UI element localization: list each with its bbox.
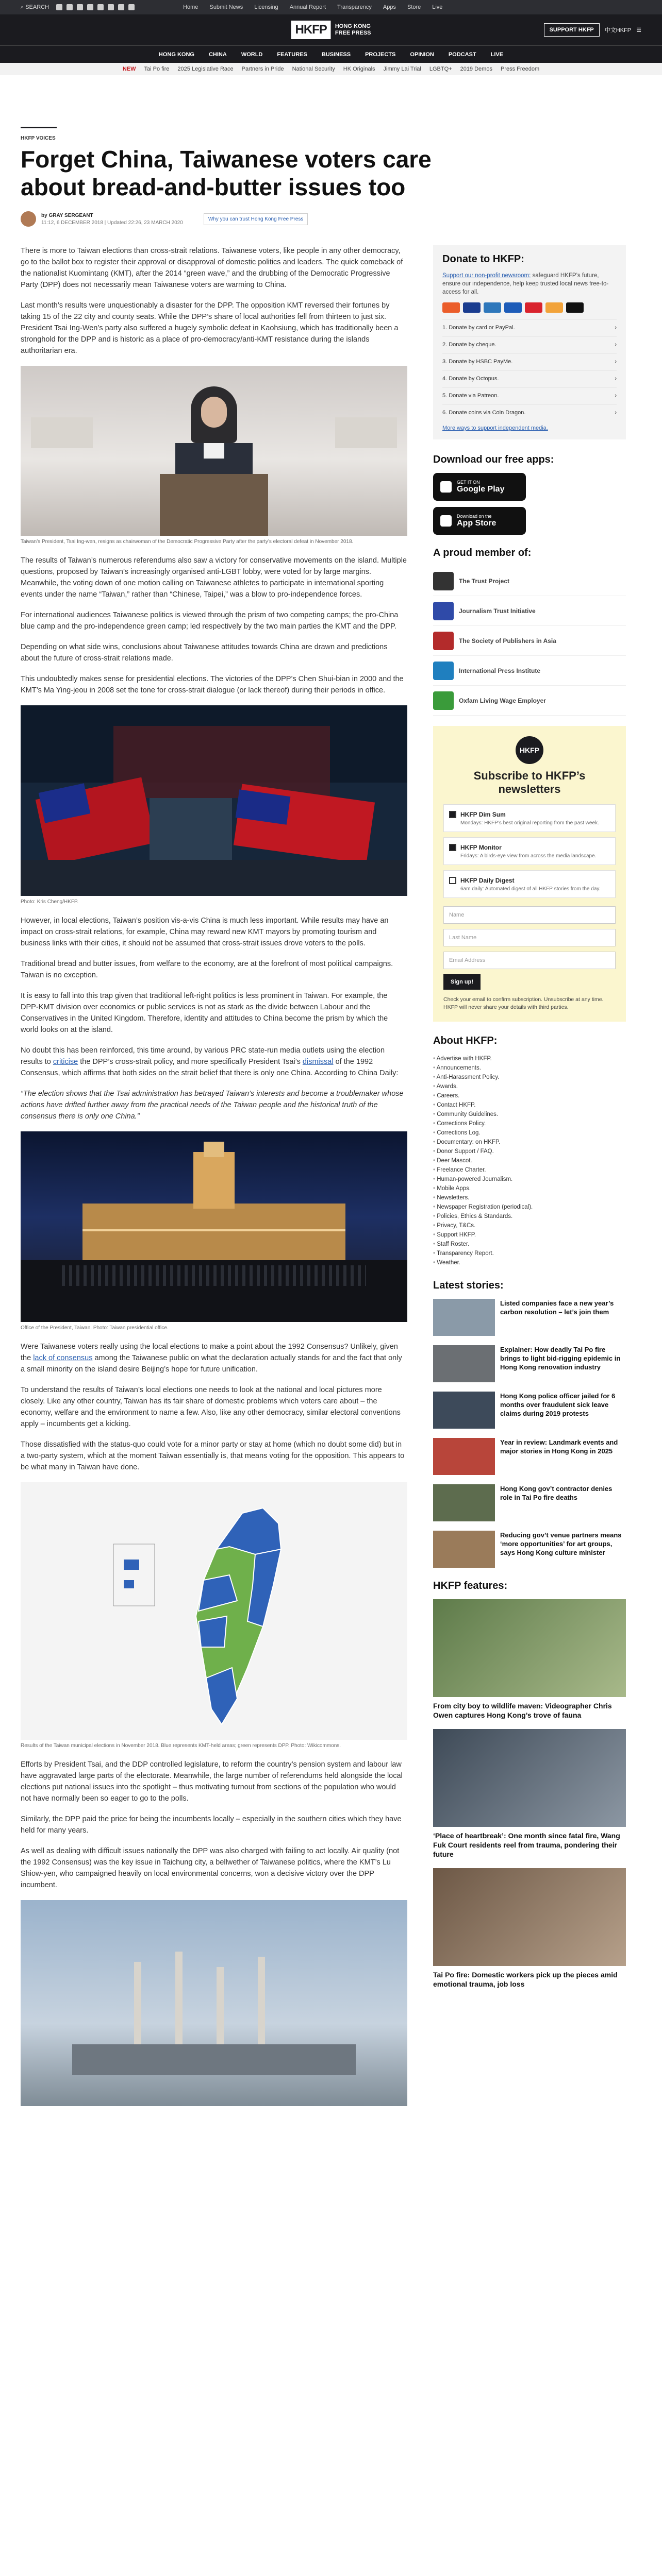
logo-line-2: FREE PRESS xyxy=(335,30,371,36)
menu-icon[interactable]: ☰ xyxy=(636,27,641,33)
nav-live[interactable]: LIVE xyxy=(490,51,504,58)
story-thumbnail xyxy=(433,1531,495,1568)
trending-item[interactable]: Tai Po fire xyxy=(144,66,170,72)
newsletter-name: HKFP Daily Digest xyxy=(460,877,515,884)
page-wrapper xyxy=(21,127,641,2116)
criticise-link[interactable]: criticise xyxy=(53,1058,78,1066)
byline xyxy=(21,211,641,227)
paragraph: Those dissatisfied with the status-quo could vote for a minor party or stay at home (which no doubt some did) but in a two-party system, which at the moment Taiwan essentially is, that means voting for the opposition. This appears to be what many in Taiwan have done. xyxy=(21,1440,405,1471)
trending-item[interactable]: LGBTQ+ xyxy=(429,66,452,72)
story-thumbnail xyxy=(433,1345,495,1382)
latest-story[interactable] xyxy=(433,1392,626,1429)
photo-flags-crowd xyxy=(21,705,407,896)
story-title: Hong Kong police officer jailed for 6 months over fraudulent sick leave claims during 2019 protests xyxy=(500,1392,616,1417)
photo-power-plant xyxy=(21,1900,407,2106)
paragraph: The results of Taiwan’s numerous referendums also saw a victory for conservative movements on the island. Multiple questions, proposed by Taiwan’s increasingly organised anti-LGBT lobby, were voted for by large margins. Meanwhile, the voting down of one motion calling on Taiwanese athletes to participate in international sporting events under the name “Taiwan,” rather than “Chinese, Taipei,” was a blow to pro-independence forces. xyxy=(21,556,407,599)
apps-title: Download our free apps: xyxy=(433,454,554,465)
top-bar xyxy=(0,0,662,14)
about-link[interactable]: • Transparency Report. xyxy=(433,1249,626,1258)
visa-icon xyxy=(463,302,481,313)
member-oxfam[interactable] xyxy=(433,686,626,716)
checkbox-checked[interactable] xyxy=(449,811,456,818)
paragraph: This undoubtedly makes sense for presidential elections. The victories of the DPP’s Chen Shui-bian in 2000 and the KMT’s Ma Ying-jeou in 2008 set the tone for cross-strait dialogue (or lack thereof) during their periods in office. xyxy=(21,675,404,694)
chevron-right-icon: › xyxy=(615,325,617,331)
linkedin-icon[interactable] xyxy=(118,4,124,10)
about-link[interactable]: • Community Guidelines. xyxy=(433,1110,626,1119)
rss-icon[interactable] xyxy=(128,4,135,10)
nav-business[interactable]: BUSINESS xyxy=(321,51,351,58)
about-link[interactable]: • Freelance Charter. xyxy=(433,1165,626,1175)
about-link[interactable]: • Donor Support / FAQ. xyxy=(433,1147,626,1156)
logo-line-1: HONG KONG xyxy=(335,23,371,29)
whatsapp-icon[interactable] xyxy=(108,4,114,10)
text-span: Were Taiwanese voters really using the local elections to make a point about the 1992 Consensus? Unlikely, given the xyxy=(21,1343,398,1362)
google-play-icon xyxy=(440,481,452,493)
octopus-icon xyxy=(545,302,563,313)
dismissal-link[interactable]: dismissal xyxy=(302,1058,334,1066)
logo-mark: HKFP xyxy=(291,21,330,39)
feature-story[interactable] xyxy=(433,1599,626,1720)
photo-tsai-podium xyxy=(21,366,407,536)
email-input[interactable]: Email Address xyxy=(443,952,616,969)
paragraph: For international audiences Taiwanese politics is viewed through the prism of two competing camps; the pro-China blue camp and the pro-independence green camp; led respectively by the two main parties the KMT and the DPP. xyxy=(21,611,399,631)
store-small: GET IT ON xyxy=(457,480,480,485)
about-link[interactable]: • Policies, Ethics & Standards. xyxy=(433,1212,626,1221)
main-nav xyxy=(0,45,662,63)
trending-item[interactable]: 2019 Demos xyxy=(460,66,492,72)
checkbox-unchecked[interactable] xyxy=(449,877,456,884)
payment-icons xyxy=(442,302,617,313)
donate-option-label: 3. Donate by HSBC PayMe. xyxy=(442,359,513,365)
donate-blurb-text: safeguard HKFP’s future, ensure our independence, help keep trusted local news free-to-access for all. xyxy=(442,273,609,295)
text-span: the DPP’s cross-strait policy, and more specifically President Tsai’s xyxy=(78,1058,303,1066)
about-title: About HKFP: xyxy=(433,1035,498,1046)
donate-option-label: 1. Donate by card or PayPal. xyxy=(442,325,515,331)
about-link[interactable]: • Human-powered Journalism. xyxy=(433,1175,626,1184)
app-store-text xyxy=(457,514,496,528)
nav-world[interactable]: WORLD xyxy=(241,51,263,58)
trending-item[interactable]: Press Freedom xyxy=(500,66,540,72)
figure-election-map xyxy=(21,1482,407,1749)
story-thumbnail xyxy=(433,1392,495,1429)
paragraph xyxy=(21,1341,407,1375)
updated-text: Updated 22:26, 23 MARCH 2020 xyxy=(107,219,183,226)
paragraph: There is more to Taiwan elections than cross-strait relations. Taiwanese voters, like people in any other democracy, go to the ballot box to register their approval or disapproval of domestic politics and leaders. The quick comeback of the nationalist Kuomintang (KMT), after the 2014 “green wave,” and the drubbing of the Democratic Progressive Party (DPP) does not necessarily mean Taiwanese voters are warming to China. xyxy=(21,247,403,289)
latest-story[interactable] xyxy=(433,1531,626,1568)
author-name[interactable]: by GRAY SERGEANT xyxy=(41,212,93,218)
member-trust-project[interactable] xyxy=(433,566,626,596)
figure-flags-crowd xyxy=(21,705,407,905)
amex-icon xyxy=(484,302,501,313)
site-logo[interactable] xyxy=(291,21,371,39)
donate-option[interactable] xyxy=(442,387,617,404)
about-link[interactable]: • Announcements. xyxy=(433,1063,626,1073)
donate-option[interactable] xyxy=(442,404,617,421)
kicker-rule xyxy=(21,127,57,128)
nav-features[interactable]: FEATURES xyxy=(277,51,307,58)
newsletter-box xyxy=(433,726,626,1022)
feature-image xyxy=(433,1599,626,1697)
nav-projects[interactable]: PROJECTS xyxy=(365,51,396,58)
trending-item[interactable]: Jimmy Lai Trial xyxy=(383,66,421,72)
donate-blurb xyxy=(442,272,617,296)
member-name: International Press Institute xyxy=(459,667,541,674)
about-link[interactable]: • Deer Mascot. xyxy=(433,1156,626,1165)
donate-option[interactable] xyxy=(442,319,617,336)
apple-icon xyxy=(440,515,452,527)
paragraph: It is easy to fall into this trap given that traditional left-right politics is less prominent in Taiwan. For example, the DPP-KMT division over economics or public services is not as stark as the divide between Labour and the Conservatives in the United Kingdom. Therefore, identity and attitudes to China become the prism by which the world looks on at the island. xyxy=(21,992,388,1034)
donate-title: Donate to HKFP: xyxy=(442,253,524,265)
util-link-apps[interactable]: Apps xyxy=(383,4,396,10)
masthead xyxy=(0,14,662,45)
signup-button[interactable]: Sign up! xyxy=(443,974,481,990)
paragraph: As well as dealing with difficult issues nationally the DPP was also charged with failing to act locally. Air quality (not the 1992 Consensus) was the key issue in Taichung city, a bellwether of Taiwanese politics, where the KMT’s Lu Shiow-yen, who campaigned heavily on local environmental concerns, won a decisive victory over the DPP incumbent. xyxy=(21,1847,400,1889)
paragraph: To understand the results of Taiwan’s local elections one needs to look at the national and local pictures more closely. Like any other country, Taiwan has its fair share of domestic problems which voters care about – the economy, welfare and the environment to name a few. Also, like any other democracy, similar electoral conventions apply – incumbents get a kicking. xyxy=(21,1386,401,1428)
photo-presidential-office xyxy=(21,1131,407,1322)
chevron-right-icon: › xyxy=(615,359,617,365)
about-link[interactable]: • Awards. xyxy=(433,1082,626,1091)
member-name: Journalism Trust Initiative xyxy=(459,607,536,615)
figure-power-plant xyxy=(21,1900,407,2106)
about-link[interactable]: • Contact HKFP. xyxy=(433,1100,626,1110)
latest-story[interactable] xyxy=(433,1299,626,1336)
sidebar xyxy=(433,245,626,2116)
newsletter-name: HKFP Dim Sum xyxy=(460,811,506,818)
latest-title: Latest stories: xyxy=(433,1280,504,1291)
donate-option[interactable] xyxy=(442,370,617,387)
story-title: Hong Kong gov’t contractor denies role in Tai Po fire deaths xyxy=(500,1485,613,1501)
about-link[interactable]: • Newspaper Registration (periodical). xyxy=(433,1202,626,1212)
story-thumbnail xyxy=(433,1438,495,1475)
about-link[interactable]: • Support HKFP. xyxy=(433,1230,626,1240)
member-title: A proud member of: xyxy=(433,547,532,558)
search-label: SEARCH xyxy=(25,4,49,10)
feature-title: ‘Place of heartbreak’: One month since fatal fire, Wang Fuk Court residents reel from trauma, pondering their future xyxy=(433,1832,620,1858)
donate-option[interactable] xyxy=(442,353,617,370)
social-links xyxy=(56,4,135,10)
utility-links xyxy=(183,4,442,10)
paragraph: Depending on what side wins, conclusions about Taiwanese attitudes towards China are drawn and predictions about the future of cross-strait relations made. xyxy=(21,643,388,663)
article-body xyxy=(21,245,407,2116)
app-store-button[interactable] xyxy=(433,507,526,535)
nav-china[interactable]: CHINA xyxy=(208,51,227,58)
about-link[interactable]: • Mobile Apps. xyxy=(433,1184,626,1193)
story-title: Reducing gov’t venue partners means ‘more opportunities’ for art groups, says Hong Kong culture minister xyxy=(500,1531,622,1556)
member-ipi[interactable] xyxy=(433,656,626,686)
checkbox-checked[interactable] xyxy=(449,844,456,851)
chevron-right-icon: › xyxy=(615,393,617,399)
store-name: Google Play xyxy=(457,485,505,494)
chinese-site-link[interactable]: 中文HKFP xyxy=(604,27,632,33)
about-link[interactable]: • Careers. xyxy=(433,1091,626,1100)
article-kicker[interactable]: HKFP VOICES xyxy=(21,135,56,141)
trending-item[interactable]: HK Originals xyxy=(343,66,375,72)
donate-option-label: 6. Donate coins via Coin Dragon. xyxy=(442,410,526,416)
newsletter-desc: Fridays: A birds-eye view from across the media landscape. xyxy=(460,853,597,859)
payme-icon xyxy=(525,302,542,313)
newsletter-option-dimsum[interactable] xyxy=(443,804,616,832)
about-link[interactable]: • Staff Roster. xyxy=(433,1240,626,1249)
util-link-licensing[interactable]: Licensing xyxy=(254,4,278,10)
donate-options xyxy=(442,319,617,421)
threads-icon[interactable] xyxy=(87,4,93,10)
ipi-logo xyxy=(433,662,454,680)
trust-link[interactable]: Why you can trust Hong Kong Free Press xyxy=(204,213,308,225)
newsletter-desc: 6am daily: Automated digest of all HKFP stories from the day. xyxy=(460,886,601,892)
lack-of-consensus-link[interactable]: lack of consensus xyxy=(33,1354,93,1362)
about-link[interactable]: • Corrections Policy. xyxy=(433,1119,626,1128)
story-title: Listed companies face a new year’s carbon resolution – let’s join them xyxy=(500,1299,614,1316)
about-link[interactable]: • Advertise with HKFP. xyxy=(433,1054,626,1063)
nav-hong-kong[interactable]: HONG KONG xyxy=(158,51,194,58)
about-link[interactable]: • Newsletters. xyxy=(433,1193,626,1202)
trending-bar xyxy=(0,63,662,75)
name-input[interactable]: Name xyxy=(443,906,616,924)
date-text: 11:12, 6 DECEMBER 2018 xyxy=(41,219,103,226)
trending-item[interactable]: Partners in Pride xyxy=(241,66,284,72)
paragraph: Efforts by President Tsai, and the DDP controlled legislature, to reform the country’s pension system and labour law have aggravated large parts of the electorate. Meanwhile, the large number of referendums held alongside the local elections put national issues into the spotlight – thus motivating turnout from sections of the population who would not have normally been so eager to go to the polls. xyxy=(21,1760,403,1803)
util-link-annual-report[interactable]: Annual Report xyxy=(289,4,326,10)
nav-opinion[interactable]: OPINION xyxy=(410,51,434,58)
oxfam-logo xyxy=(433,691,454,710)
text-span: No doubt this has been reinforced, this time around, by various PRC state-run media outlets using the election results to xyxy=(21,1046,385,1066)
donate-box xyxy=(433,245,626,439)
donate-option[interactable] xyxy=(442,336,617,353)
google-play-text xyxy=(457,480,504,494)
feature-story[interactable] xyxy=(433,1729,626,1859)
util-link-home[interactable]: Home xyxy=(183,4,198,10)
member-name: The Trust Project xyxy=(459,577,510,585)
caption: Office of the President, Taiwan. Photo: Taiwan presidential office. xyxy=(21,1325,169,1331)
election-results-map xyxy=(21,1482,407,1740)
about-link[interactable]: • Documentary: on HKFP. xyxy=(433,1138,626,1147)
logo-text xyxy=(335,23,371,37)
member-jti[interactable] xyxy=(433,596,626,626)
util-link-store[interactable]: Store xyxy=(407,4,421,10)
newsletter-title: Subscribe to HKFP’s newsletters xyxy=(473,769,586,795)
newsletter-name: HKFP Monitor xyxy=(460,844,502,851)
feature-title: From city boy to wildlife maven: Videographer Chris Owen captures Hong Kong’s trove of fauna xyxy=(433,1702,612,1719)
jti-logo xyxy=(433,602,454,620)
feature-image xyxy=(433,1729,626,1827)
caption: Results of the Taiwan municipal elections in November 2018. Blue represents KMT-held areas; green represents DPP. Photo: Wikicommons. xyxy=(21,1743,341,1749)
figure-tsai-podium xyxy=(21,366,407,545)
donate-blurb-link[interactable]: Support our non-profit newsroom: xyxy=(442,273,531,279)
store-name: App Store xyxy=(457,519,496,528)
features-title: HKFP features: xyxy=(433,1580,508,1591)
about-link[interactable]: • Anti-Harassment Policy. xyxy=(433,1073,626,1082)
last-name-input[interactable]: Last Name xyxy=(443,929,616,946)
trending-item[interactable]: National Security xyxy=(292,66,335,72)
more-ways-link[interactable]: More ways to support independent media. xyxy=(442,425,548,431)
figure-presidential-office xyxy=(21,1131,407,1331)
chevron-right-icon: › xyxy=(615,410,617,416)
about-list xyxy=(433,1054,626,1267)
latest-story[interactable] xyxy=(433,1438,626,1475)
story-title: Explainer: How deadly Tai Po fire brings to light bid-rigging epidemic in Hong Kong renovation industry xyxy=(500,1346,621,1371)
newsletter-desc: Mondays: HKFP’s best original reporting from the past week. xyxy=(460,820,599,826)
nav-podcast[interactable]: PODCAST xyxy=(448,51,476,58)
taiwan-map-svg xyxy=(21,1482,407,1740)
util-link-live[interactable]: Live xyxy=(432,4,443,10)
chevron-right-icon: › xyxy=(615,376,617,382)
content-columns xyxy=(21,245,641,2116)
paragraph: However, in local elections, Taiwan’s position vis-a-vis China is much less important. While results may have an impact on cross-strait relations, for example, China may reward new KMT mayors by promoting tourism and business links with their cities, it should not be assumed that cross-strait issues drove voters to the polls. xyxy=(21,917,389,947)
paypal-icon xyxy=(504,302,522,313)
newsletter-logo: HKFP xyxy=(516,736,543,764)
author-avatar[interactable] xyxy=(21,211,36,227)
x-icon[interactable] xyxy=(67,4,73,10)
story-thumbnail xyxy=(433,1299,495,1336)
newsletter-option-monitor[interactable] xyxy=(443,837,616,865)
caption: Taiwan’s President, Tsai Ing-wen, resigns as chairwoman of the Democratic Progressive Party after the party’s electoral defeat in November 2018. xyxy=(21,539,354,545)
paragraph: Similarly, the DPP paid the price for being the incumbents locally – especially in the southern cities which they have held for many years. xyxy=(21,1815,402,1835)
util-link-transparency[interactable]: Transparency xyxy=(337,4,372,10)
text-span: of the 1992 Consensus, which affirms that both sides on the strait belief that there is only one China. According to China Daily: xyxy=(21,1058,399,1077)
china-daily-quote: “The election shows that the Tsai administration has betrayed Taiwan’s interests and become a troublemaker whose actions have drifted further away from the practical needs of the Taiwan people and the historical truth of the consensus there is only one China.” xyxy=(21,1090,404,1121)
member-sopa[interactable] xyxy=(433,626,626,656)
youtube-icon[interactable] xyxy=(97,4,104,10)
paragraph: Traditional bread and butter issues, from welfare to the economy, are at the forefront of most political campaigns. Taiwan is no exception. xyxy=(21,960,393,979)
store-small: Download on the xyxy=(457,514,492,519)
donate-option-label: 4. Donate by Octopus. xyxy=(442,376,499,382)
instagram-icon[interactable] xyxy=(77,4,83,10)
chevron-right-icon: › xyxy=(615,342,617,348)
member-name: The Society of Publishers in Asia xyxy=(459,637,556,645)
paragraph xyxy=(21,1045,407,1079)
feature-image xyxy=(433,1868,626,1966)
text-span: among the Taiwanese public on what the declaration actually stands for and the fact that only a small minority on the island desire Beijing’s hope for future unification. xyxy=(21,1354,402,1374)
donate-option-label: 5. Donate via Patreon. xyxy=(442,393,499,399)
google-play-button[interactable] xyxy=(433,473,526,501)
about-link[interactable]: • Weather. xyxy=(433,1258,626,1267)
new-badge: NEW xyxy=(122,66,136,72)
publish-date: 11:12, 6 DECEMBER 2018 | Updated 22:26, 23 MARCH 2020 xyxy=(41,219,183,226)
newsletter-note: Check your email to confirm subscription. Unsubscribe at any time. HKFP will never share your details with third parties. xyxy=(443,996,604,1010)
caption: Photo: Kris Cheng/HKFP. xyxy=(21,899,79,905)
newsletter-option-digest[interactable] xyxy=(443,870,616,898)
latest-story[interactable] xyxy=(433,1484,626,1521)
donate-option-label: 2. Donate by cheque. xyxy=(442,342,496,348)
feature-story[interactable] xyxy=(433,1868,626,1989)
story-thumbnail xyxy=(433,1484,495,1521)
about-link[interactable]: • Corrections Log. xyxy=(433,1128,626,1138)
member-name: Oxfam Living Wage Employer xyxy=(459,697,546,704)
sopa-logo xyxy=(433,632,454,650)
feature-title: Tai Po fire: Domestic workers pick up the pieces amid emotional trauma, job loss xyxy=(433,1971,618,1988)
trending-item[interactable]: 2025 Legislative Race xyxy=(177,66,234,72)
facebook-icon[interactable] xyxy=(56,4,62,10)
trust-project-logo xyxy=(433,572,454,590)
search-button[interactable]: ⌕ SEARCH xyxy=(21,4,49,10)
latest-story[interactable] xyxy=(433,1345,626,1382)
about-link[interactable]: • Privacy, T&Cs. xyxy=(433,1221,626,1230)
support-button[interactable]: SUPPORT HKFP xyxy=(544,23,600,37)
article-title: Forget China, Taiwanese voters care about bread-and-butter issues too xyxy=(21,146,432,200)
paragraph: Last month’s results were unquestionably a disaster for the DPP. The opposition KMT reversed their fortunes by taking 15 of the 22 city and county seats. While the DPP’s share of local authorities fell from thirteen to just six. President Tsai Ing-Wen’s party also suffered a hugely symbolic defeat in Kaohsiung, which has traditionally been a stronghold for the DPP and is historic as a place of pro-democracy/anti-KMT resistance during the islands authoritarian era. xyxy=(21,301,399,355)
patreon-icon xyxy=(566,302,584,313)
mastercard-icon xyxy=(442,302,460,313)
util-link-submit[interactable]: Submit News xyxy=(209,4,243,10)
story-title: Year in review: Landmark events and major stories in Hong Kong in 2025 xyxy=(500,1438,618,1455)
